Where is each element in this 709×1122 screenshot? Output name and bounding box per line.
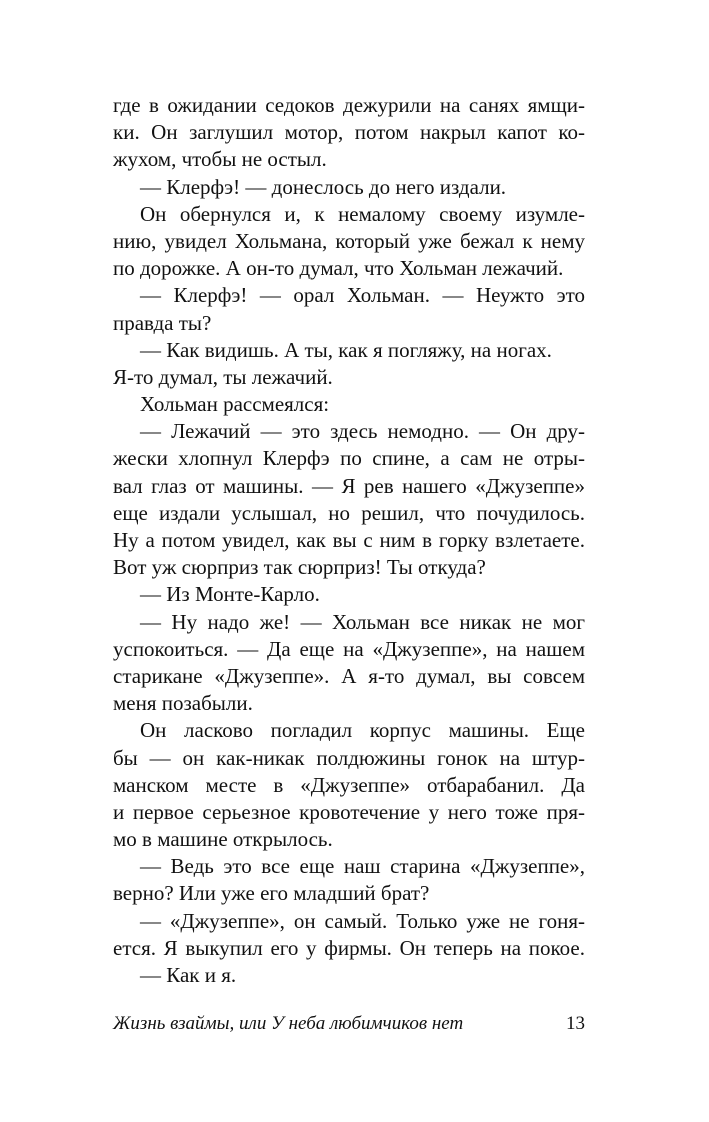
text-line: — Лежачий — это здесь немодно. — Он дру- bbox=[140, 419, 585, 444]
text-line: — Как и я. bbox=[140, 963, 237, 987]
text-line: и первое серьезное кровотечение у него тоже пря- bbox=[113, 799, 585, 824]
text-line: Я-то думал, ты лежачий. bbox=[113, 364, 333, 389]
text-line: Ну а потом увидел, как вы с ним в горку взлетаете. bbox=[113, 528, 585, 552]
text-line: — Клерфэ! — орал Хольман. — Неужто это bbox=[140, 283, 585, 308]
text-line: вал глаз от машины. — Я рев нашего «Джузеппе» bbox=[113, 473, 585, 498]
text-line: Хольман рассмеялся: bbox=[140, 392, 330, 417]
text-line: правда ты? bbox=[113, 310, 212, 335]
text-line: — Клерфэ! — донеслось до него издали. bbox=[140, 174, 507, 199]
text-line: нию, увидел Хольмана, который уже бежал к нему bbox=[113, 228, 585, 253]
text-line: манском месте в «Джузеппе» отбарабанил. Да bbox=[113, 772, 585, 797]
page-number: 13 bbox=[566, 1013, 585, 1034]
text-line: успокоиться. — Да еще на «Джузеппе», на нашем bbox=[113, 636, 585, 661]
running-title: Жизнь взаймы, или У неба любимчиков нет bbox=[113, 1013, 464, 1034]
text-line: жески хлопнул Клерфэ по спине, а сам не отры- bbox=[113, 446, 585, 471]
text-line: — Из Монте-Карло. bbox=[140, 582, 320, 607]
text-line: Он ласково погладил корпус машины. Еще bbox=[140, 718, 585, 743]
text-line: верно? Или уже его младший брат? bbox=[113, 881, 430, 906]
text-line: Вот уж сюрприз так сюрприз! Ты откуда? bbox=[113, 555, 486, 580]
text-line: где в ожидании седоков дежурили на санях ямщи- bbox=[113, 93, 585, 117]
text-line: ки. Он заглушил мотор, потом накрыл капот ко- bbox=[113, 120, 585, 145]
text-line: — Как видишь. А ты, как я погляжу, на ногах. bbox=[140, 337, 552, 362]
text-line: мо в машине открылось. bbox=[113, 827, 333, 852]
text-line: старикане «Джузеппе». А я-то думал, вы совсем bbox=[113, 663, 585, 688]
text-line: — Ну надо же! — Хольман все никак не мог bbox=[140, 609, 585, 634]
text-line: по дорожке. А он-то думал, что Хольман лежачий. bbox=[113, 256, 564, 281]
text-line: еще издали услышал, но решил, что почудилось. bbox=[113, 500, 585, 525]
text-line: ется. Я выкупил его у фирмы. Он теперь на покое. bbox=[113, 935, 585, 960]
text-line: — Ведь это все еще наш старина «Джузеппе», bbox=[140, 854, 585, 879]
text-line: бы — он как-никак полдюжины гонок на штур- bbox=[113, 745, 585, 770]
text-line: — «Джузеппе», он самый. Только уже не гоня- bbox=[140, 908, 585, 933]
text-line: меня позабыли. bbox=[113, 691, 253, 716]
page-footer bbox=[113, 1011, 585, 1037]
text-line: жухом, чтобы не остыл. bbox=[113, 147, 327, 172]
page-body bbox=[113, 92, 585, 989]
text-line: Он обернулся и, к немалому своему изумле- bbox=[140, 201, 585, 226]
